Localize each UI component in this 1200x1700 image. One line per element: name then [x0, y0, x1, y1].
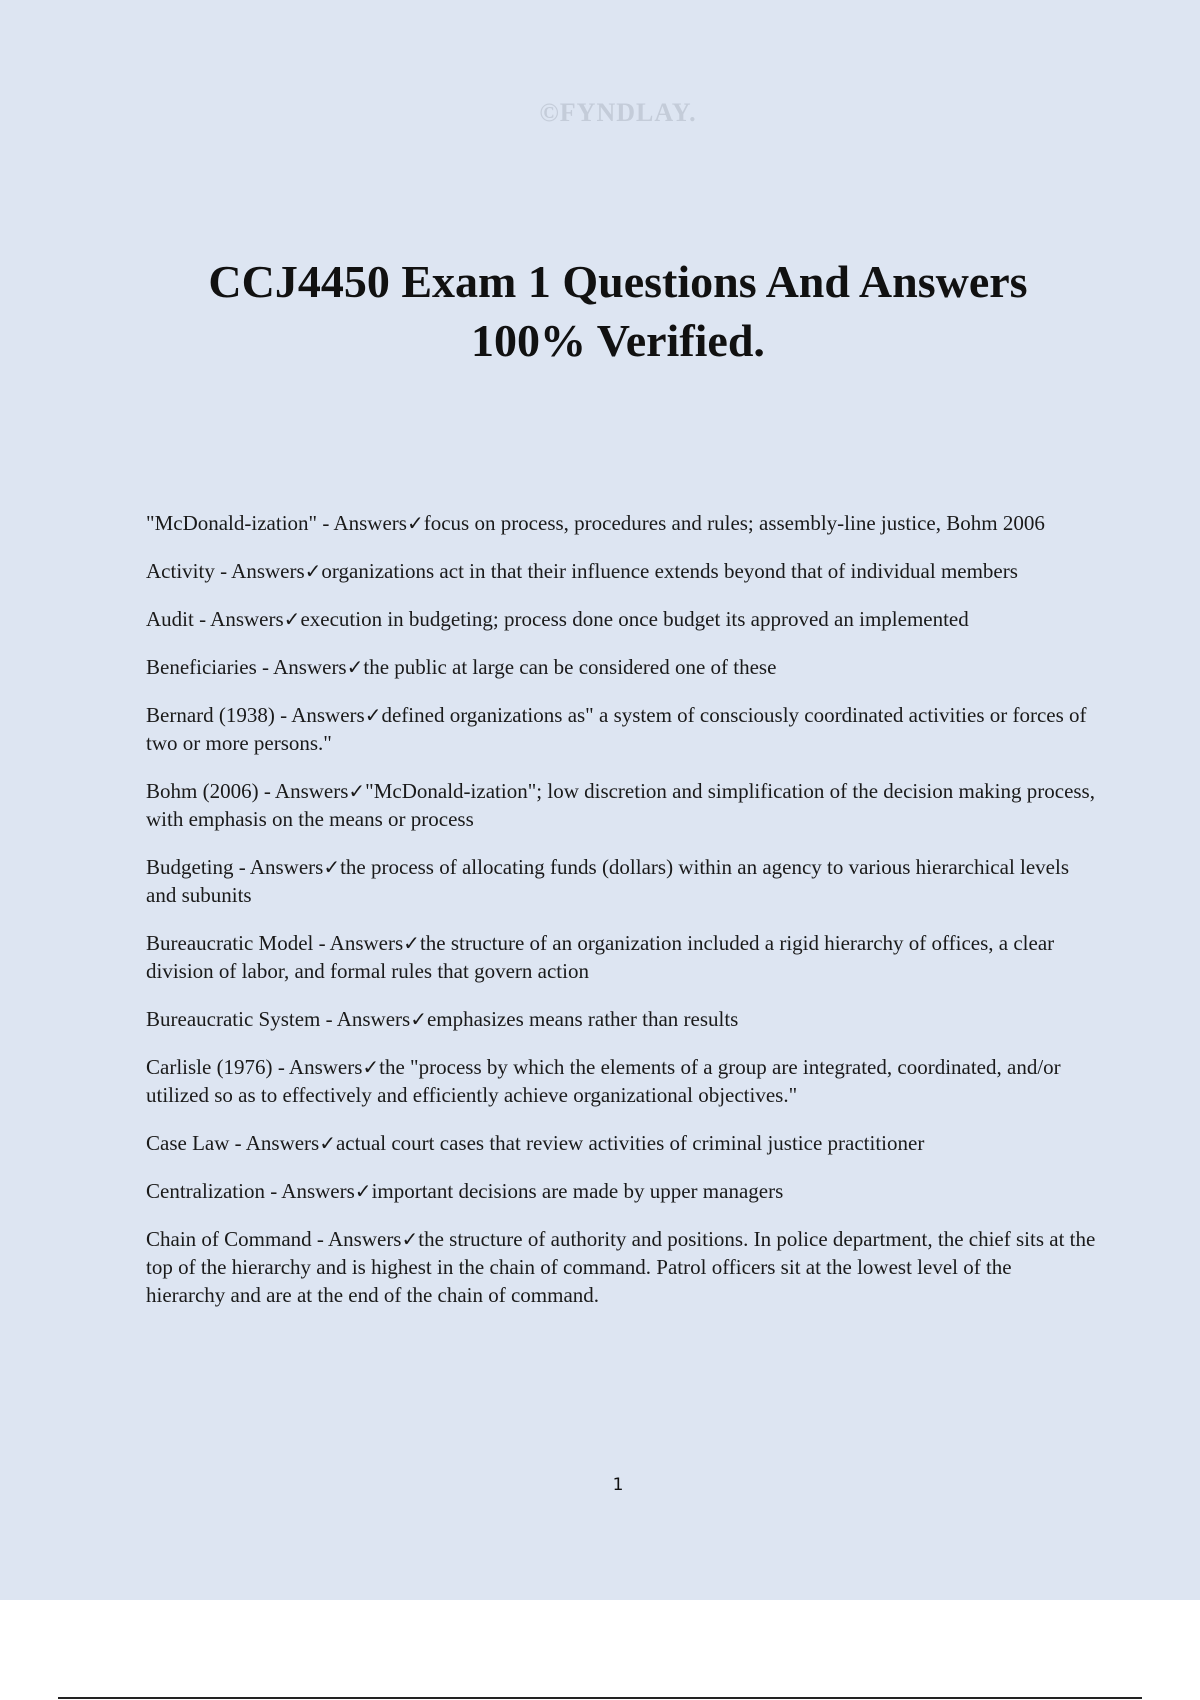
answer-separator: - Answers — [311, 1227, 402, 1251]
entry-definition: focus on process, procedures and rules; assembly-line justice, Bohm 2006 — [423, 511, 1045, 535]
check-mark-icon: ✓ — [323, 855, 341, 879]
qa-entry — [146, 701, 1096, 757]
entry-definition: actual court cases that review activities of criminal justice practitioner — [335, 1131, 925, 1155]
entry-term: Carlisle (1976) — [146, 1055, 273, 1079]
check-mark-icon: ✓ — [406, 511, 424, 535]
entry-definition: the structure of authority and positions. In police department, the chief sits at the top of the hierarchy and is highest in the chain of command. Patrol officers sit at the lowest level of the hierarchy and are at the end of the chain of command. — [146, 1227, 1096, 1307]
check-mark-icon: ✓ — [304, 559, 322, 583]
check-mark-icon: ✓ — [401, 1227, 419, 1251]
document-title — [0, 252, 1200, 370]
entry-term: Centralization — [146, 1179, 265, 1203]
qa-entry-list — [146, 509, 1096, 1329]
entry-definition: the process of allocating funds (dollars) within an agency to various hierarchical levels and subunits — [146, 855, 1070, 907]
answer-separator: - Answers — [229, 1131, 320, 1155]
qa-entry — [146, 777, 1096, 833]
entry-term: Case Law — [146, 1131, 230, 1155]
qa-entry — [146, 1225, 1096, 1309]
entry-definition: defined organizations as" a system of consciously coordinated activities or forces of two or more persons." — [146, 703, 1087, 755]
entry-term: Bernard (1938) — [146, 703, 275, 727]
qa-entry — [146, 605, 1096, 633]
check-mark-icon: ✓ — [346, 655, 364, 679]
qa-entry — [146, 509, 1096, 537]
answer-separator: - Answers — [274, 703, 365, 727]
answer-separator: - Answers — [214, 559, 305, 583]
answer-separator: - Answers — [272, 1055, 363, 1079]
answer-separator: - Answers — [320, 1007, 411, 1031]
qa-entry — [146, 929, 1096, 985]
check-mark-icon: ✓ — [410, 1007, 427, 1031]
check-mark-icon: ✓ — [362, 1055, 380, 1079]
entry-term: Budgeting — [146, 855, 234, 879]
entry-term: Bureaucratic System — [146, 1007, 321, 1031]
answer-separator: - Answers — [256, 655, 347, 679]
entry-term: Chain of Command — [146, 1227, 312, 1251]
entry-definition: the "process by which the elements of a group are integrated, coordinated, and/or utilized so as to effectively and efficiently achieve organizational objectives." — [146, 1055, 1061, 1107]
answer-separator: - Answers — [258, 779, 349, 803]
entry-term: Bureaucratic Model — [146, 931, 314, 955]
qa-entry — [146, 1005, 1096, 1033]
entry-term: Beneficiaries — [146, 655, 257, 679]
qa-entry — [146, 853, 1096, 909]
entry-term: "McDonald-ization" — [146, 511, 318, 535]
entry-term: Activity — [146, 559, 215, 583]
entry-definition: execution in budgeting; process done once budget its approved an implemented — [300, 607, 969, 631]
check-mark-icon: ✓ — [283, 607, 301, 631]
qa-entry — [146, 1129, 1096, 1157]
check-mark-icon: ✓ — [364, 703, 382, 727]
footer-divider — [58, 1697, 1142, 1699]
entry-definition: important decisions are made by upper managers — [371, 1179, 784, 1203]
entry-definition: organizations act in that their influence extends beyond that of individual members — [321, 559, 1018, 583]
page-number: 1 — [612, 1475, 624, 1495]
entry-definition: "McDonald-ization"; low discretion and simplification of the decision making process, with emphasis on the means or process — [146, 779, 1095, 831]
qa-entry — [146, 1177, 1096, 1205]
qa-entry — [146, 653, 1096, 681]
qa-entry — [146, 557, 1096, 585]
watermark: ©FYNDLAY. — [539, 98, 697, 127]
answer-separator: - Answers — [313, 931, 404, 955]
answer-separator: - Answers — [264, 1179, 355, 1203]
answer-separator: - Answers — [317, 511, 407, 535]
check-mark-icon: ✓ — [348, 779, 366, 803]
entry-definition: the structure of an organization included a rigid hierarchy of offices, a clear division of labor, and formal rules that govern action — [146, 931, 1055, 983]
title-line-2: 100% Verified. — [471, 315, 765, 366]
entry-definition: the public at large can be considered one of these — [363, 655, 777, 679]
answer-separator: - Answers — [233, 855, 324, 879]
qa-entry — [146, 1053, 1096, 1109]
title-line-1: CCJ4450 Exam 1 Questions And Answers — [208, 256, 1028, 307]
entry-term: Bohm (2006) — [146, 779, 259, 803]
answer-separator: - Answers — [193, 607, 284, 631]
check-mark-icon: ✓ — [354, 1179, 372, 1203]
entry-definition: emphasizes means rather than results — [426, 1007, 739, 1031]
check-mark-icon: ✓ — [403, 931, 420, 955]
check-mark-icon: ✓ — [319, 1131, 336, 1155]
entry-term: Audit — [146, 607, 194, 631]
